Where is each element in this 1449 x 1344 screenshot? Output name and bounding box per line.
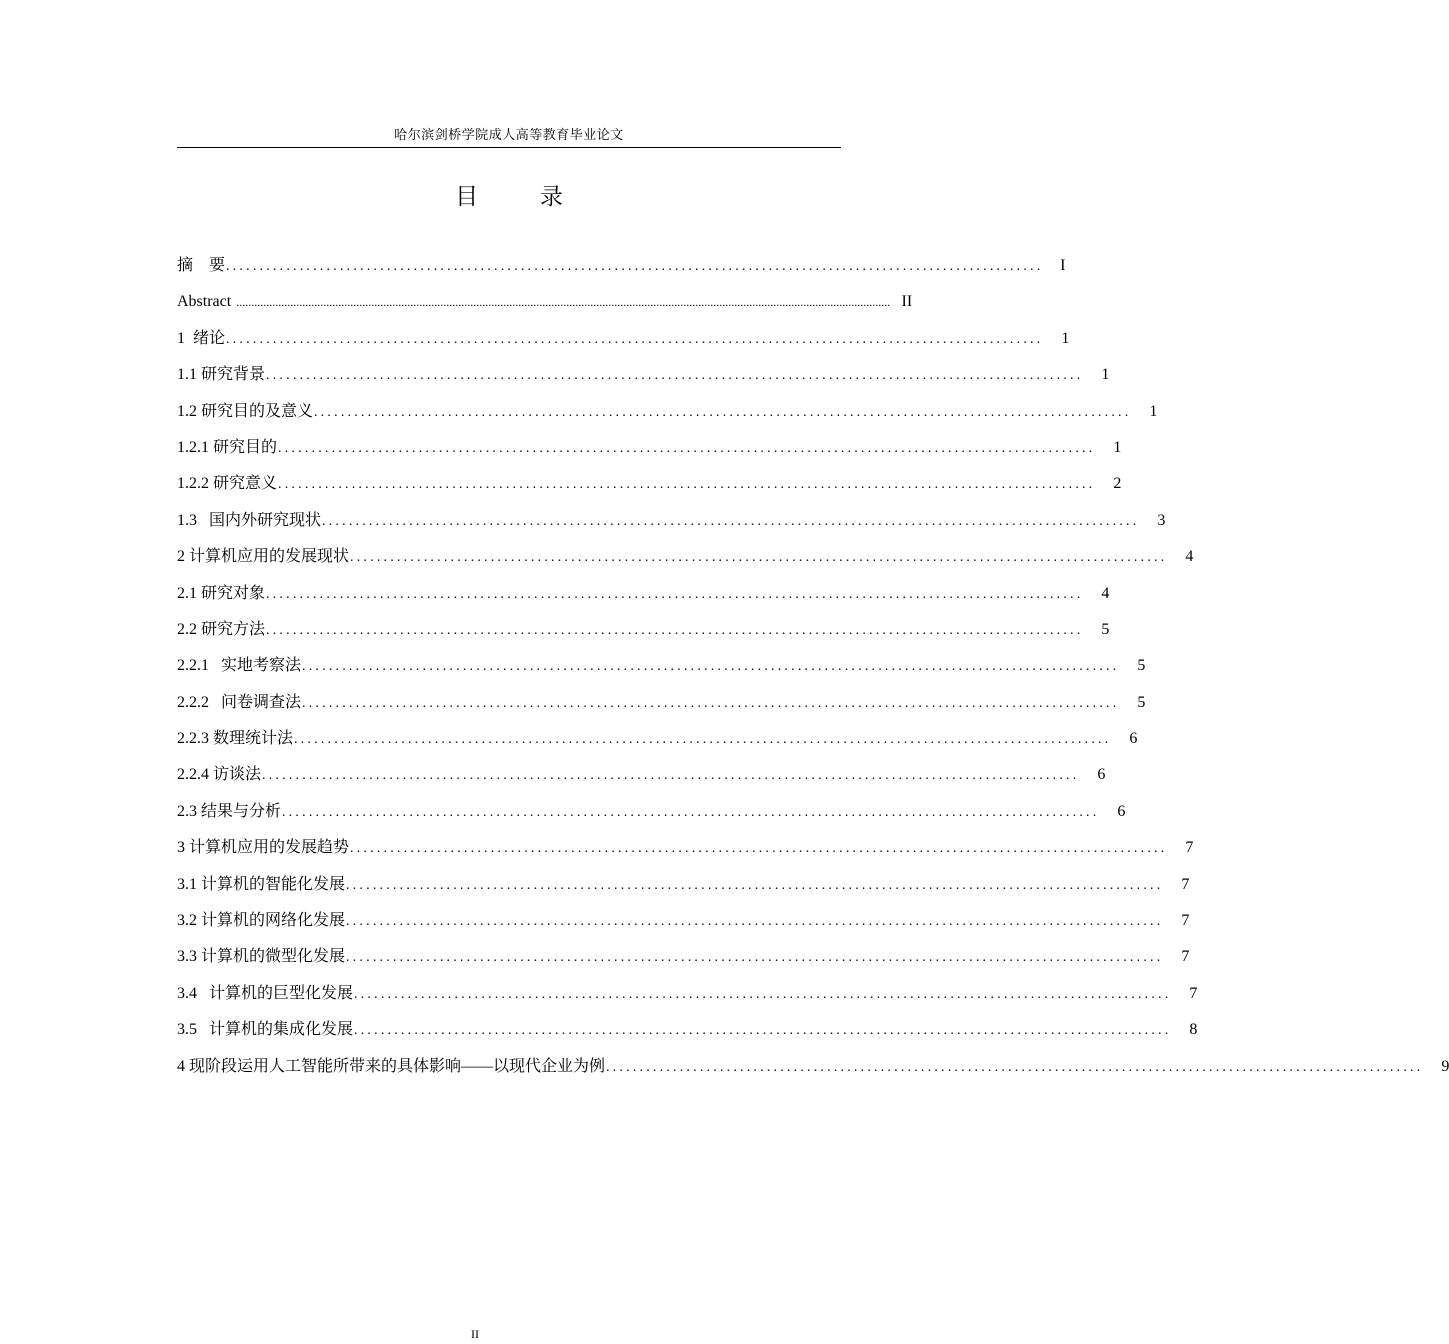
dot-leader: .......................................................................................................................... (278, 440, 1096, 456)
toc-entry-abstract-en[interactable] (177, 292, 913, 312)
toc-entry-page: 6 (1117, 802, 1126, 820)
table-of-contents (177, 256, 1449, 1093)
dot-leader: .......................................................................................................................... (346, 914, 1164, 930)
dot-leader: .......................................................................................................................................................................................................................... (236, 295, 891, 310)
toc-entry-label: 1.1 研究背景 (177, 366, 266, 384)
toc-entry-ch3[interactable] (177, 838, 1194, 858)
dot-leader: .......................................................................................................................... (314, 404, 1132, 420)
running-header: 哈尔滨剑桥学院成人高等教育毕业论文 (394, 127, 624, 142)
toc-entry-1-2-1[interactable] (177, 438, 1122, 458)
toc-entry-label: 1.2.1 研究目的 (177, 438, 278, 456)
toc-entry-2-1[interactable] (177, 584, 1110, 604)
toc-entry-label: 2.2.4 访谈法 (177, 766, 262, 784)
toc-entry-page: 5 (1101, 620, 1110, 638)
toc-entry-page: 7 (1185, 839, 1194, 857)
dot-leader: .......................................................................................................................... (350, 841, 1168, 857)
dot-leader: .......................................................................................................................... (226, 331, 1044, 347)
toc-entry-label: 2.1 研究对象 (177, 584, 266, 602)
toc-entry-label: 2.3 结果与分析 (177, 802, 282, 820)
toc-entry-ch2[interactable] (177, 547, 1194, 567)
toc-entry-label: 2.2.3 数理统计法 (177, 730, 294, 748)
toc-title: 目 录 (455, 184, 591, 209)
toc-entry-page: 5 (1137, 693, 1146, 711)
toc-entry-3-5[interactable] (177, 1020, 1198, 1040)
toc-entry-label: 2.2 研究方法 (177, 620, 266, 638)
toc-entry-page: 9 (1441, 1057, 1449, 1075)
toc-entry-label: 2 计算机应用的发展现状 (177, 548, 350, 566)
dot-leader: .......................................................................................................................... (346, 950, 1164, 966)
toc-entry-label: 摘 要 (177, 257, 226, 274)
toc-entry-1-1[interactable] (177, 365, 1110, 385)
dot-leader: .......................................................................................................................... (262, 768, 1080, 784)
toc-entry-page: 1 (1149, 402, 1158, 420)
toc-entry-page: 1 (1061, 329, 1070, 347)
dot-leader: .......................................................................................................................... (302, 659, 1120, 675)
toc-entry-2-2-3[interactable] (177, 729, 1138, 749)
dot-leader: .......................................................................................................................... (350, 550, 1168, 566)
toc-entry-3-1[interactable] (177, 875, 1190, 895)
dot-leader: .......................................................................................................................... (606, 1059, 1424, 1075)
toc-entry-ch4[interactable] (177, 1057, 1449, 1077)
toc-entry-page: 3 (1157, 511, 1166, 529)
toc-entry-label: 1.3 国内外研究现状 (177, 511, 322, 529)
toc-entry-label: 3.2 计算机的网络化发展 (177, 912, 346, 930)
dot-leader: .......................................................................................................................... (354, 1023, 1172, 1039)
toc-entry-label: 1 绪论 (177, 329, 226, 347)
toc-entry-ch1[interactable] (177, 329, 1070, 349)
toc-entry-label: 3.1 计算机的智能化发展 (177, 875, 346, 893)
toc-entry-page: I (1060, 257, 1066, 274)
toc-entry-abstract-cn[interactable] (177, 256, 1066, 276)
toc-entry-label: Abstract (177, 293, 236, 311)
toc-entry-page: 7 (1181, 948, 1190, 966)
toc-entry-label: 1.2.2 研究意义 (177, 475, 278, 493)
toc-entry-label: 2.2.1 实地考察法 (177, 657, 302, 675)
toc-entry-page: II (901, 293, 913, 311)
toc-entry-page: 7 (1181, 912, 1190, 930)
dot-leader: .......................................................................................................................... (322, 513, 1140, 529)
toc-entry-label: 3 计算机应用的发展趋势 (177, 839, 350, 857)
toc-entry-page: 1 (1101, 366, 1110, 384)
toc-entry-1-2[interactable] (177, 402, 1158, 422)
toc-entry-label: 4 现阶段运用人工智能所带来的具体影响——以现代企业为例 (177, 1057, 606, 1075)
toc-entry-page: 8 (1189, 1021, 1198, 1039)
toc-entry-2-2-1[interactable] (177, 656, 1146, 676)
toc-entry-2-2-4[interactable] (177, 765, 1106, 785)
toc-entry-page: 2 (1113, 475, 1122, 493)
page-number: II (471, 1327, 479, 1341)
toc-entry-2-2[interactable] (177, 620, 1110, 640)
toc-entry-label: 2.2.2 问卷调查法 (177, 693, 302, 711)
toc-entry-page: 4 (1185, 548, 1194, 566)
toc-entry-label: 3.5 计算机的集成化发展 (177, 1021, 354, 1039)
toc-entry-label: 3.4 计算机的巨型化发展 (177, 984, 354, 1002)
dot-leader: .......................................................................................................................... (354, 986, 1172, 1002)
dot-leader: .......................................................................................................................... (346, 877, 1164, 893)
dot-leader: .......................................................................................................................... (282, 804, 1100, 820)
toc-entry-page: 4 (1101, 584, 1110, 602)
dot-leader: .......................................................................................................................... (226, 259, 1044, 274)
toc-entry-2-3[interactable] (177, 802, 1126, 822)
toc-entry-1-3[interactable] (177, 511, 1166, 531)
toc-entry-page: 7 (1189, 984, 1198, 1002)
dot-leader: .......................................................................................................................... (278, 477, 1096, 493)
dot-leader: .......................................................................................................................... (294, 732, 1112, 748)
toc-entry-label: 1.2 研究目的及意义 (177, 402, 314, 420)
toc-entry-3-3[interactable] (177, 947, 1190, 967)
toc-entry-page: 6 (1129, 730, 1138, 748)
toc-entry-2-2-2[interactable] (177, 693, 1146, 713)
toc-entry-1-2-2[interactable] (177, 474, 1122, 494)
toc-entry-page: 7 (1181, 875, 1190, 893)
toc-entry-3-4[interactable] (177, 984, 1198, 1004)
dot-leader: .......................................................................................................................... (302, 695, 1120, 711)
dot-leader: .......................................................................................................................... (266, 622, 1084, 638)
toc-entry-page: 5 (1137, 657, 1146, 675)
toc-entry-page: 6 (1097, 766, 1106, 784)
toc-entry-page: 1 (1113, 438, 1122, 456)
dot-leader: .......................................................................................................................... (266, 368, 1084, 384)
toc-entry-3-2[interactable] (177, 911, 1190, 931)
toc-entry-label: 3.3 计算机的微型化发展 (177, 948, 346, 966)
header-rule (177, 147, 841, 148)
dot-leader: .......................................................................................................................... (266, 586, 1084, 602)
